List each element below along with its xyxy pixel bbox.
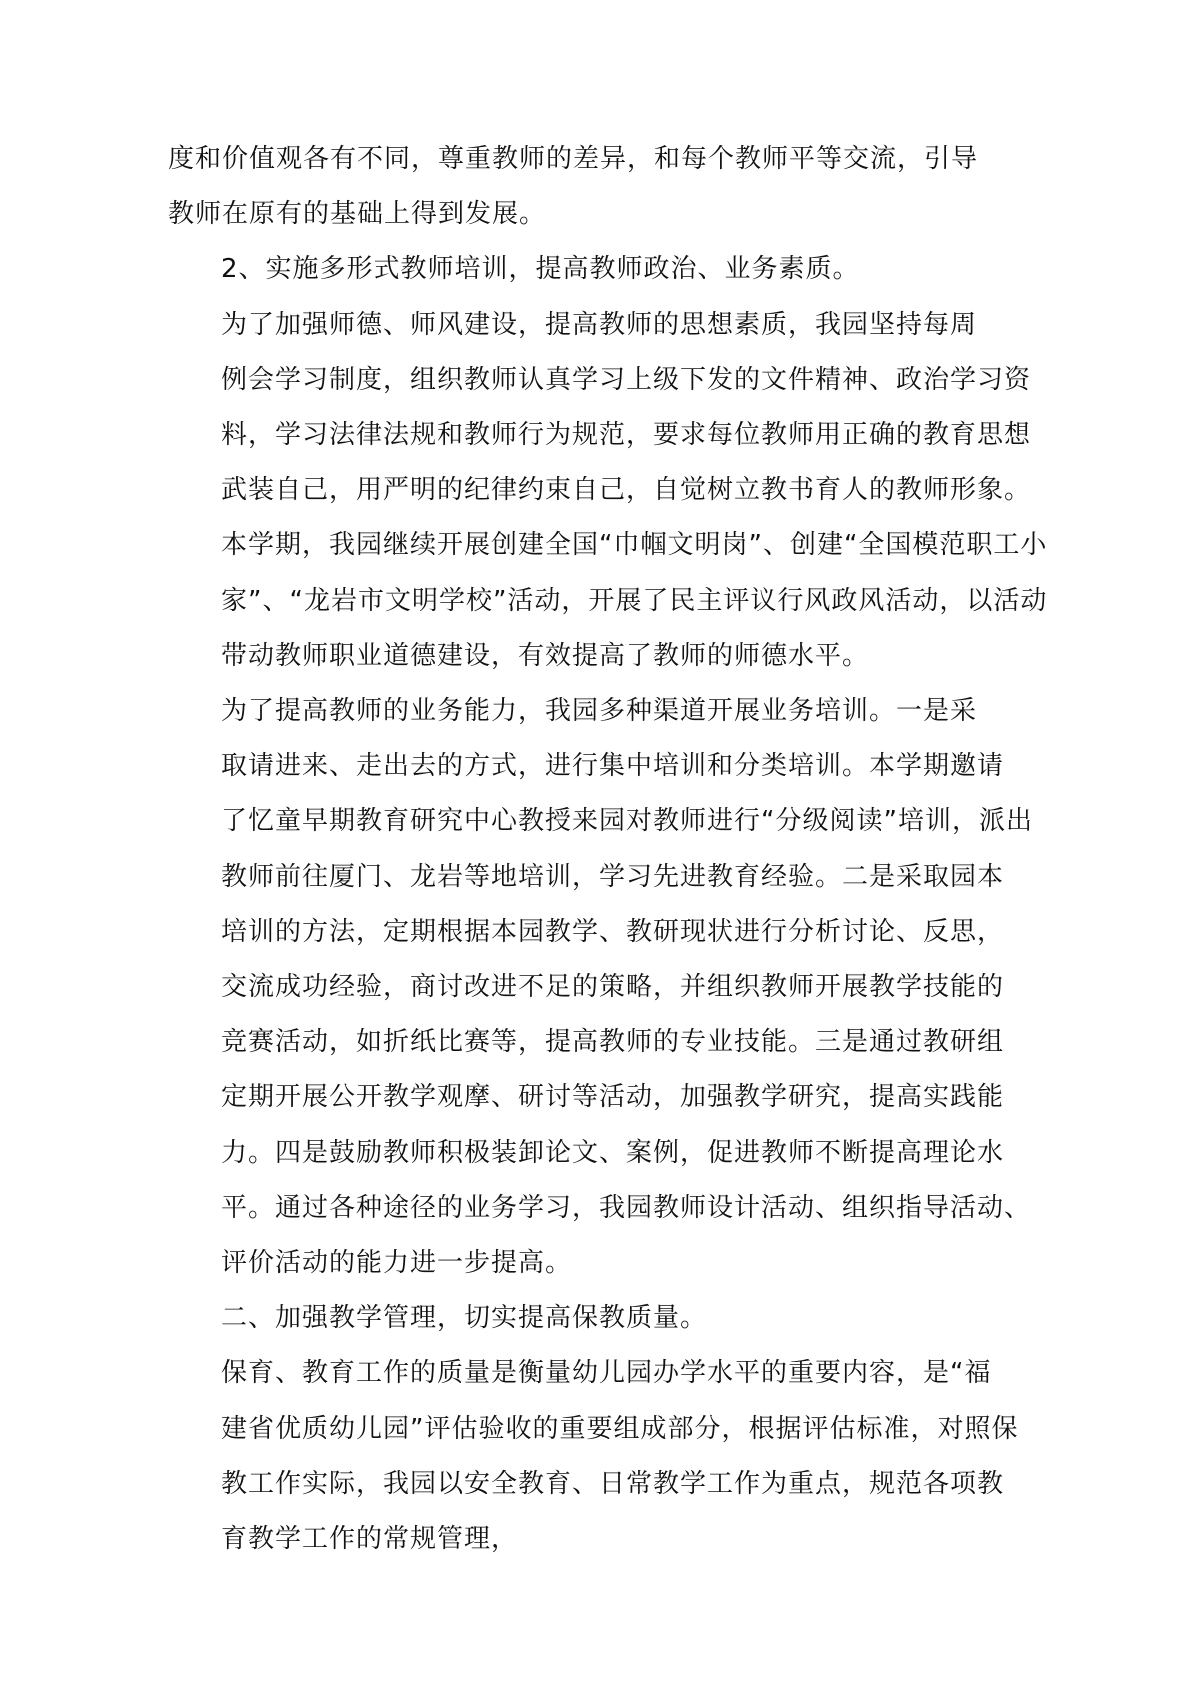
text-line: 为了加强师德、师风建设，提高教师的思想素质，我园坚持每周 xyxy=(221,309,978,340)
text-line: 建省优质幼儿园”评估验收的重要组成部分，根据评估标准，对照保 xyxy=(221,1413,1019,1444)
text-line: 家”、“龙岩市文明学校”活动，开展了民主评议行风政风活动，以活动 xyxy=(221,585,1048,616)
text-line: 教师在原有的基础上得到发展。 xyxy=(168,199,547,230)
text-line: 2、实施多形式教师培训，提高教师政治、业务素质。 xyxy=(221,254,860,285)
paragraph-ethics xyxy=(168,298,1048,684)
text-line: 为了提高教师的业务能力，我园多种渠道开展业务培训。一是采 xyxy=(221,696,978,727)
text-line: 保育、教育工作的质量是衡量幼儿园办学水平的重要内容，是“福 xyxy=(221,1358,992,1389)
section-heading-teaching-management xyxy=(168,1291,943,1346)
text-line: 定期开展公开教学观摩、研讨等活动，加强教学研究，提高实践能 xyxy=(221,1082,1005,1113)
text-line: 二、加强教学管理，切实提高保教质量。 xyxy=(221,1303,708,1334)
text-line: 育教学工作的常规管理， xyxy=(221,1524,519,1555)
text-line: 交流成功经验，商讨改进不足的策略，并组织教师开展教学技能的 xyxy=(221,972,1005,1003)
document-body xyxy=(168,132,1048,1567)
paragraph-care-quality xyxy=(168,1346,1019,1567)
text-line: 例会学习制度，组织教师认真学习上级下发的文件精神、政治学习资 xyxy=(221,364,1032,395)
text-line: 本学期，我园继续开展创建全国“巾帼文明岗”、创建“全国模范职工小 xyxy=(221,530,1048,561)
text-line: 竞赛活动，如折纸比赛等，提高教师的专业技能。三是通过教研组 xyxy=(221,1027,1005,1058)
text-line: 评价活动的能力进一步提高。 xyxy=(221,1248,573,1279)
text-line: 了忆童早期教育研究中心教授来园对教师进行“分级阅读”培训，派出 xyxy=(221,806,1033,837)
text-line: 培训的方法，定期根据本园教学、教研现状进行分析讨论、反思， xyxy=(221,916,1005,947)
text-line: 料，学习法律法规和教师行为规范，要求每位教师用正确的教育思想 xyxy=(221,420,1032,451)
text-line: 教工作实际，我园以安全教育、日常教学工作为重点，规范各项教 xyxy=(221,1468,1005,1499)
text-line: 武装自己，用严明的纪律约束自己，自觉树立教书育人的教师形象。 xyxy=(221,475,1032,506)
text-line: 带动教师职业道德建设，有效提高了教师的师德水平。 xyxy=(221,640,870,671)
text-line: 力。四是鼓励教师积极装卸论文、案例，促进教师不断提高理论水 xyxy=(221,1137,1005,1168)
section-heading-teacher-training xyxy=(168,242,943,297)
text-line: 平。通过各种途径的业务学习，我园教师设计活动、组织指导活动、 xyxy=(221,1192,1032,1223)
text-line: 教师前往厦门、龙岩等地培训，学习先进教育经验。二是采取园本 xyxy=(221,861,1005,892)
paragraph-continuation xyxy=(168,132,979,242)
text-line: 取请进来、走出去的方式，进行集中培训和分类培训。本学期邀请 xyxy=(221,751,1005,782)
paragraph-professional-training xyxy=(168,684,1033,1291)
text-line: 度和价值观各有不同，尊重教师的差异，和每个教师平等交流，引导 xyxy=(168,144,979,174)
